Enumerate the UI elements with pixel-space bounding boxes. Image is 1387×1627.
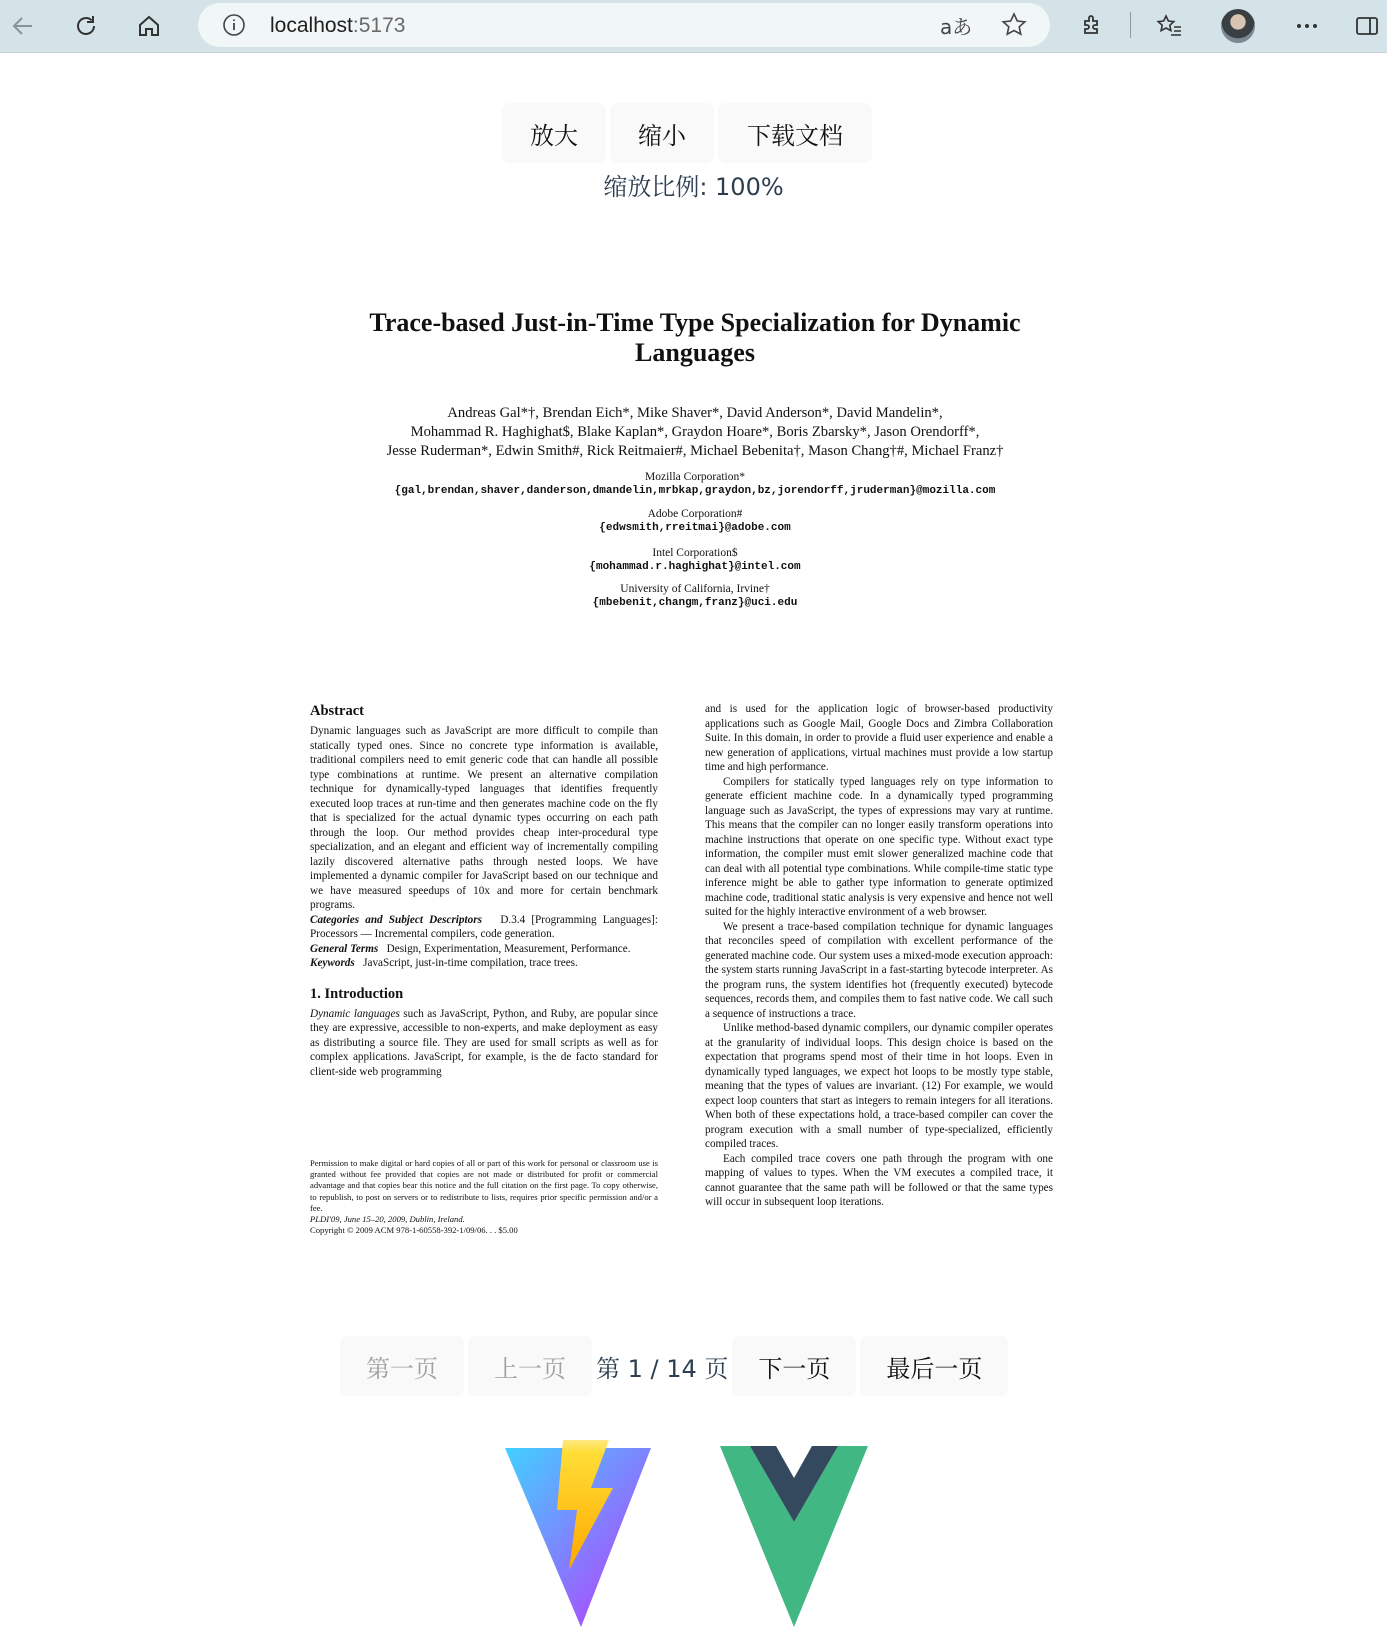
zoom-out-button[interactable]: 缩小 bbox=[610, 103, 714, 163]
terms-text: Design, Experimentation, Measurement, Performance. bbox=[386, 942, 631, 955]
vite-logo-icon bbox=[505, 1440, 651, 1627]
refresh-icon[interactable] bbox=[69, 9, 103, 43]
favorites-list-icon[interactable] bbox=[1152, 9, 1186, 43]
browser-toolbar bbox=[0, 0, 1387, 53]
favorite-star-icon[interactable] bbox=[1000, 11, 1028, 39]
abstract-text: Dynamic languages such as JavaScript are more difficult to compile than statically typed ones. Since no concrete type information is available, traditional compilers need to emit generic code that can handle all possible type combinations at runtime. We present an alternative compilation technique for dynamically-typed languages that identifies frequently executed loop traces at run-time and then generates machine code on the fly that is specialized for the actual dynamic types occurring on each path through the loop. Our method provides cheap inter-procedural type specialization, and an elegant and efficient way of incrementally compiling lazily discovered alternative paths through nested loops. We have implemented a dynamic compiler for JavaScript based on our technique and we have measured speedups of 10x and more for certain benchmark programs. bbox=[310, 725, 658, 911]
categories-text: D.3.4 [Programming Languages]: Processors — Incremental compilers, code generation. bbox=[310, 913, 658, 940]
paragraph: Each compiled trace covers one path through the program with one mapping of values to types. When the VM executes a compiled trace, it cannot guarantee that the same path will be followed or that the same types will occur in subsequent loop iterations. bbox=[705, 1152, 1053, 1208]
paper-title-line: Languages bbox=[635, 338, 755, 367]
left-column bbox=[310, 702, 658, 1079]
url-port: :5173 bbox=[352, 14, 406, 37]
paragraph: We present a trace-based compilation technique for dynamic languages that reconciles speed of compilation with excellent performance of the generated machine code. Our system uses a mixed-mode execution approach: the system starts running JavaScript in a fast-starting bytecode interpreter. As the program runs, the system identifies hot (frequently executed) bytecode sequences, records them, and compiles them to fast native code. We call such a sequence of instructions a trace. bbox=[705, 920, 1053, 1020]
affiliation-name: University of California, Irvine† bbox=[620, 583, 770, 595]
venue-text: PLDI'09, June 15–20, 2009, Dublin, Ireland. bbox=[310, 1214, 465, 1225]
authors-line: Mohammad R. Haghighat$, Blake Kaplan*, Graydon Hoare*, Boris Zbarsky*, Jason Orendorff*, bbox=[410, 424, 980, 440]
paper-title-line: Trace-based Just-in-Time Type Specialization for Dynamic bbox=[369, 308, 1021, 337]
zoom-in-button[interactable]: 放大 bbox=[502, 103, 606, 163]
keywords-text: JavaScript, just-in-time compilation, trace trees. bbox=[363, 957, 578, 969]
authors-line: Jesse Ruderman*, Edwin Smith#, Rick Reitmaier#, Michael Bebenita†, Mason Chang†#, Michael Franz† bbox=[386, 443, 1004, 459]
general-terms bbox=[310, 942, 658, 957]
prev-page-button[interactable]: 上一页 bbox=[468, 1336, 592, 1396]
pdf-page bbox=[300, 280, 1090, 1290]
categories-label: Categories and Subject Descriptors bbox=[310, 913, 482, 926]
categories bbox=[310, 913, 658, 942]
url-host: localhost bbox=[270, 14, 353, 37]
copyright-text: Copyright © 2009 ACM 978-1-60558-392-1/09/06. . . $5.00 bbox=[310, 1225, 518, 1236]
paragraph: and is used for the application logic of browser-based productivity applications such as Google Mail, Google Docs and Zimbra Collaboration Suite. In this domain, in order to provide a fluid user experience and enable a new generation of applications, virtual machines must provide a low startup time and high performance. bbox=[705, 703, 1053, 773]
affiliation bbox=[300, 546, 1090, 574]
affiliation-name: Intel Corporation$ bbox=[652, 547, 738, 559]
toolbar-separator bbox=[1130, 12, 1131, 38]
url-text[interactable] bbox=[270, 14, 405, 38]
paper-authors bbox=[300, 404, 1090, 461]
intro-body: such as JavaScript, Python, and Ruby, are popular since they are expressive, accessible to non-experts, and make deployment as easy as distributing a source file. They are used for small scripts as well as for complex applications. JavaScript, for example, is the de facto standard for client-side web programming bbox=[310, 1007, 658, 1078]
paper-title bbox=[300, 308, 1090, 368]
affiliation-email: {gal,brendan,shaver,danderson,dmandelin,mrbkap,graydon,bz,jorendorff,jruderman}@mozilla.com bbox=[394, 485, 996, 497]
affiliation-email: {edwsmith,rreitmai}@adobe.com bbox=[599, 522, 791, 534]
keywords-label: Keywords bbox=[310, 957, 355, 969]
address-bar[interactable] bbox=[198, 3, 1050, 47]
affiliation-email: {mbebenit,changm,franz}@uci.edu bbox=[592, 597, 798, 609]
next-page-button[interactable]: 下一页 bbox=[732, 1336, 856, 1396]
extensions-icon[interactable] bbox=[1075, 9, 1109, 43]
affiliation-email: {mohammad.r.haghighat}@intel.com bbox=[589, 561, 801, 573]
terms-label: General Terms bbox=[310, 942, 379, 955]
download-button[interactable]: 下载文档 bbox=[718, 103, 872, 163]
intro-heading: 1. Introduction bbox=[310, 985, 404, 1002]
zoom-level-label: 缩放比例: 100% bbox=[603, 173, 784, 201]
affiliation bbox=[300, 470, 1090, 498]
site-info-icon[interactable] bbox=[222, 13, 246, 37]
affiliation-name: Adobe Corporation# bbox=[647, 508, 743, 520]
affiliation bbox=[300, 582, 1090, 610]
profile-avatar[interactable] bbox=[1221, 9, 1255, 43]
vue-logo-icon bbox=[720, 1440, 868, 1627]
permission-notice bbox=[310, 1158, 658, 1236]
affiliation bbox=[300, 507, 1090, 535]
intro-lead: Dynamic languages bbox=[310, 1007, 400, 1020]
viewer-toolbar bbox=[502, 103, 876, 163]
paragraph: Unlike method-based dynamic compilers, our dynamic compiler operates at the granularity of individual loops. This design choice is based on the expectation that programs spend most of their time in hot loops. Even in dynamically typed languages, we expect hot loops to be mostly type stable, meaning that the types of values are invariant. (12) For example, we would expect loop counters that start as integers to remain integers for all iterations. When both of these expectations hold, a trace-based compiler can cover the program execution with a small number of type-specialized, efficiently compiled traces. bbox=[705, 1022, 1053, 1150]
paragraph: Compilers for statically typed languages rely on type information to generate efficient machine code. In a dynamically typed programming language such as JavaScript, the types of expressions may vary at runtime. This means that the compiler can no longer easily transform operations into machine instructions that operate on one specific type. Without exact type information, the compiler must emit slower generalized machine code that can deal with all potential type combinations. While compile-time static type inference might be able to gather type information to generate optimized machine code, traditional static analysis is very expensive and hence not well suited for the highly interactive environment of a web browser. bbox=[705, 775, 1053, 918]
translate-icon[interactable]: aあ bbox=[940, 15, 973, 39]
keywords bbox=[310, 956, 658, 971]
sidebar-toggle-icon[interactable] bbox=[1350, 9, 1384, 43]
abstract-heading: Abstract bbox=[310, 703, 364, 719]
first-page-button[interactable]: 第一页 bbox=[340, 1336, 464, 1396]
last-page-button[interactable]: 最后一页 bbox=[860, 1336, 1008, 1396]
intro-text bbox=[310, 1007, 658, 1080]
back-arrow-icon[interactable] bbox=[6, 9, 40, 43]
more-options-icon[interactable] bbox=[1290, 9, 1324, 43]
authors-line: Andreas Gal*†, Brendan Eich*, Mike Shaver*, David Anderson*, David Mandelin*, bbox=[447, 405, 943, 421]
home-icon[interactable] bbox=[132, 9, 166, 43]
affiliation-name: Mozilla Corporation* bbox=[645, 471, 745, 483]
pagination bbox=[340, 1336, 1012, 1396]
page-indicator: 第 1 / 14 页 bbox=[596, 1354, 729, 1383]
permission-text: Permission to make digital or hard copies of all or part of this work for personal or classroom use is granted without fee provided that copies are not made or distributed for profit or commercial advantage and that copies bear this notice and the full citation on the first page. To copy otherwise, to republish, to post on servers or to redistribute to lists, requires prior specific permission and/or a fee. bbox=[310, 1158, 658, 1213]
right-column bbox=[705, 702, 1053, 1210]
